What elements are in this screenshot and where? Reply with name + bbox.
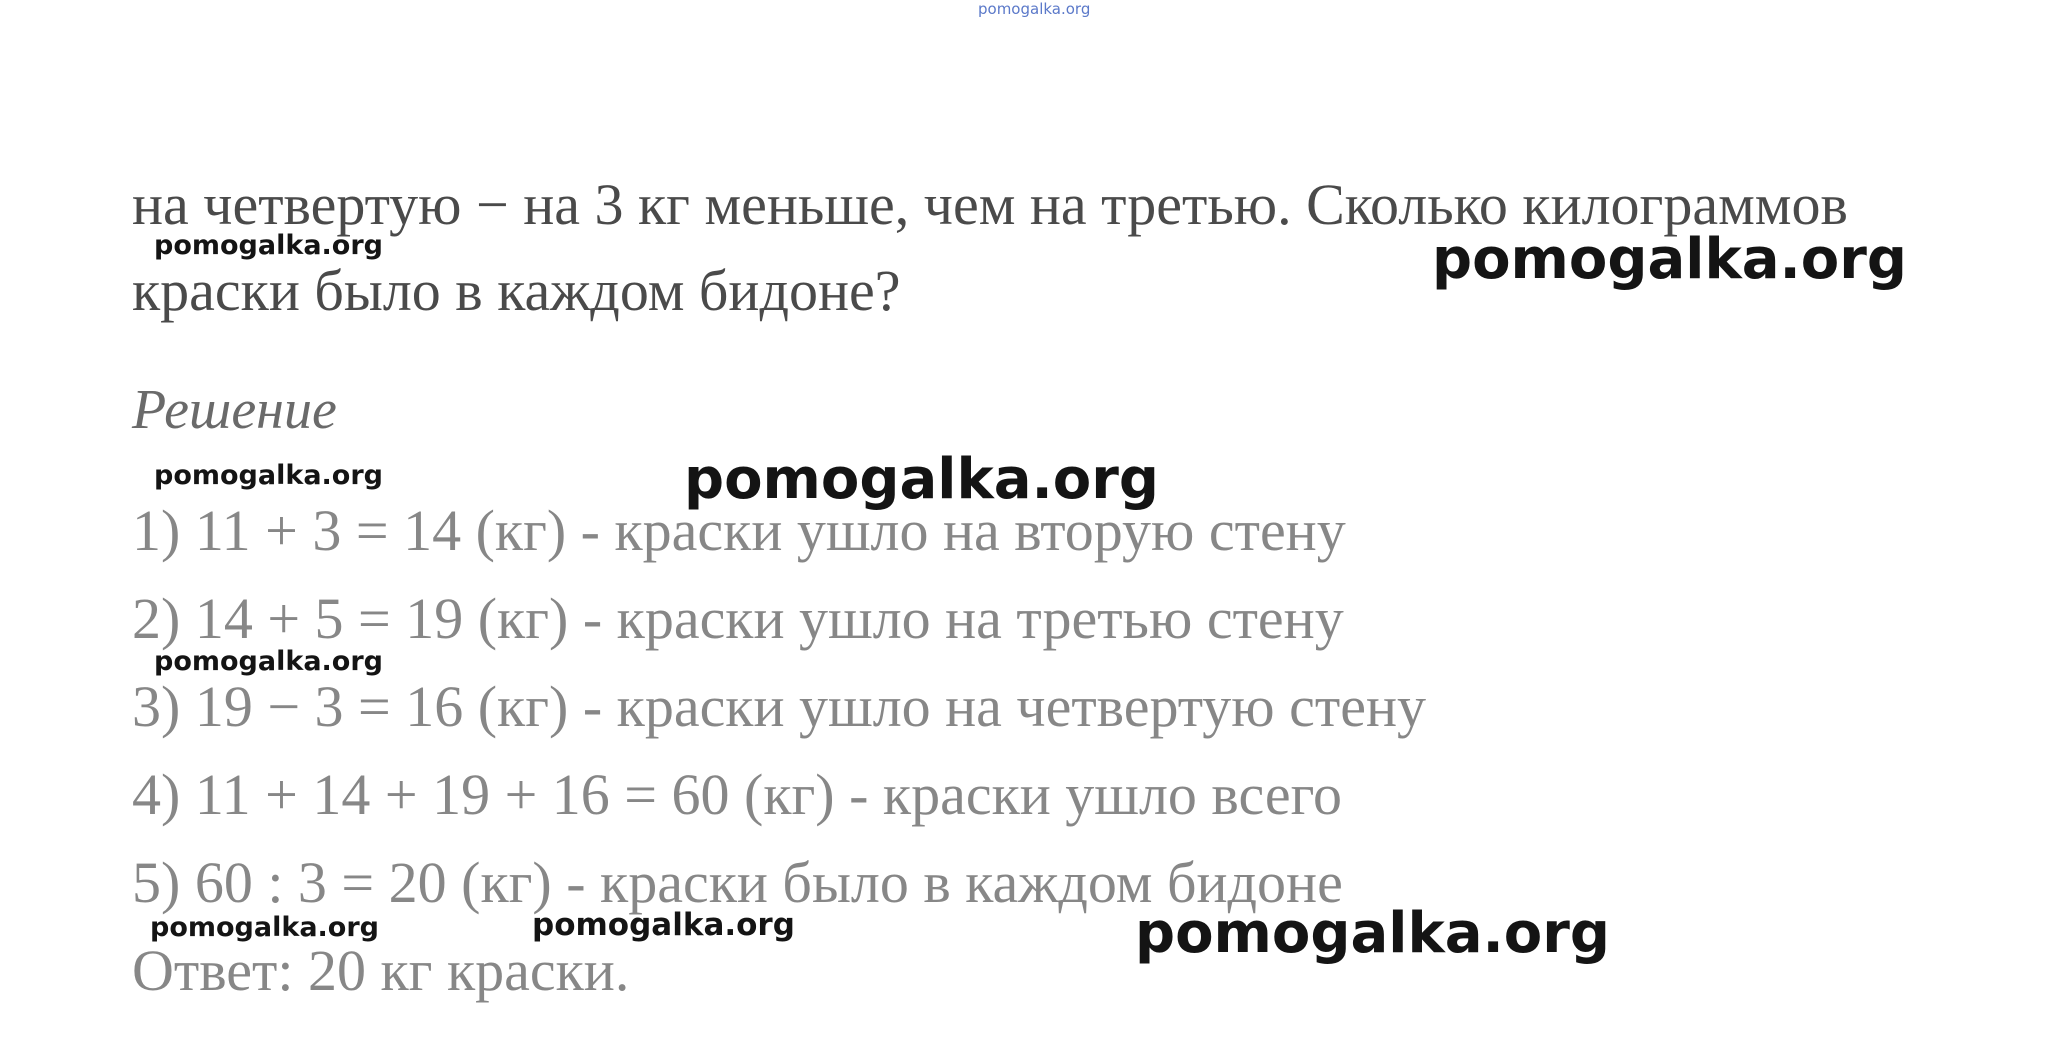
solution-step-5: 5) 60 : 3 = 20 (кг) - краски было в каждом бидоне xyxy=(132,850,1343,915)
watermark: pomogalka.org xyxy=(532,907,795,943)
watermark: pomogalka.org xyxy=(1432,227,1907,292)
solution-step-3: 3) 19 − 3 = 16 (кг) - краски ушло на четвертую стену xyxy=(132,674,1426,739)
solution-step-4: 4) 11 + 14 + 19 + 16 = 60 (кг) - краски ушло всего xyxy=(132,762,1342,827)
solution-step-2: 2) 14 + 5 = 19 (кг) - краски ушло на третью стену xyxy=(132,586,1344,651)
watermark: pomogalka.org xyxy=(684,447,1159,512)
watermark: pomogalka.org xyxy=(154,646,383,677)
solution-step-1: 1) 11 + 3 = 14 (кг) - краски ушло на вторую стену xyxy=(132,498,1346,563)
solution-answer: Ответ: 20 кг краски. xyxy=(132,938,630,1003)
watermark: pomogalka.org xyxy=(1135,901,1610,966)
solution-heading: Решение xyxy=(132,379,337,441)
top-watermark-link[interactable]: pomogalka.org xyxy=(978,0,1091,18)
watermark: pomogalka.org xyxy=(154,230,383,261)
watermark: pomogalka.org xyxy=(154,460,383,491)
problem-text-line-1: на четвертую − на 3 кг меньше, чем на третью. Сколько килограммов xyxy=(132,172,1848,237)
problem-text-line-2: краски было в каждом бидоне? xyxy=(132,258,901,323)
watermark: pomogalka.org xyxy=(150,912,379,943)
